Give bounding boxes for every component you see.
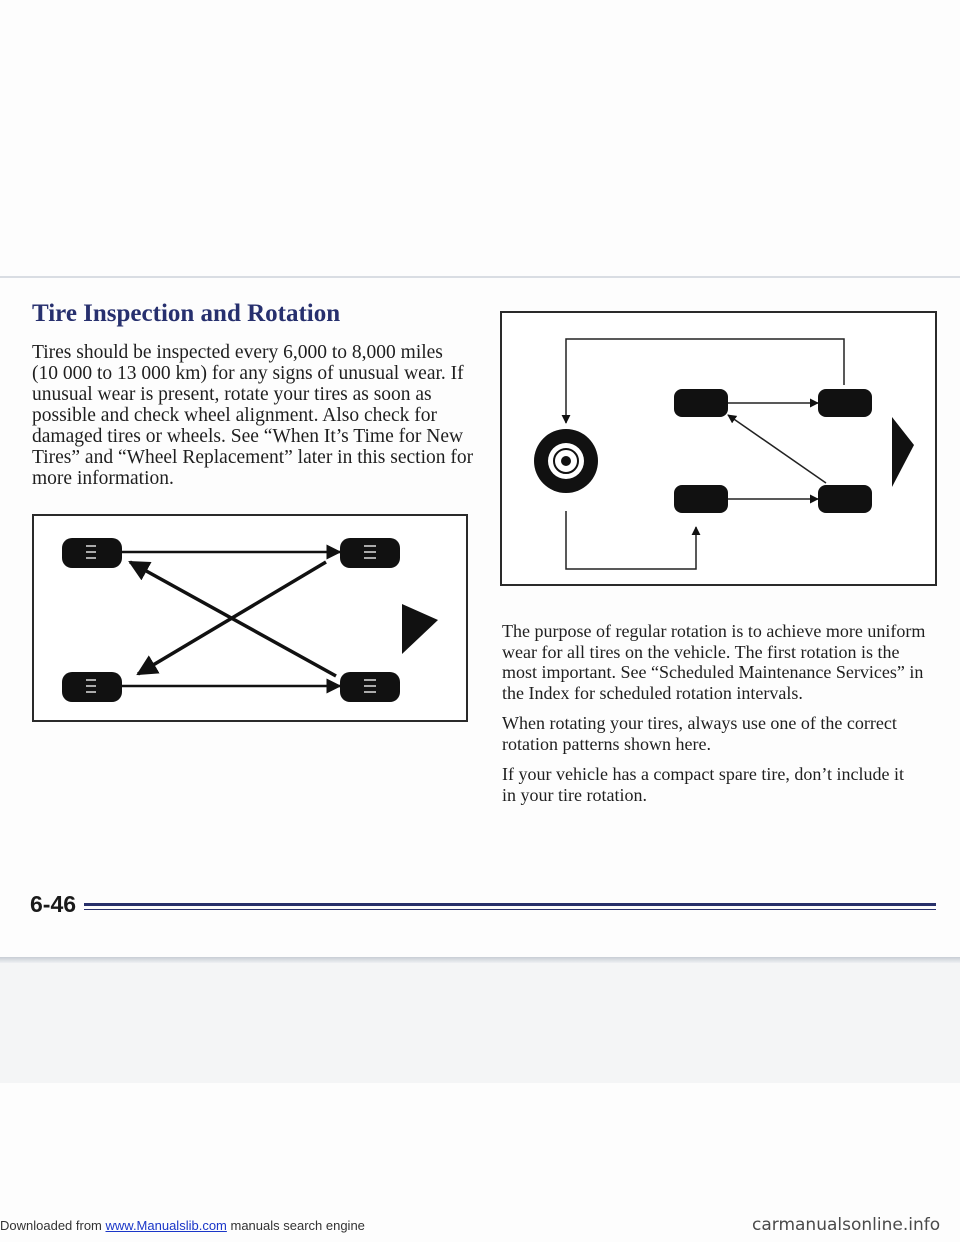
- tire-left-rear: [62, 672, 122, 702]
- inspection-paragraph: [32, 342, 473, 489]
- arrow-spare-to-left-rear: [566, 511, 696, 569]
- scan-lower-area: [0, 963, 960, 1083]
- footer-rule-thin: [84, 909, 936, 910]
- text-line: (10 000 to 13 000 km) for any signs of unusual wear. If: [32, 363, 464, 384]
- tire-right-rear: [340, 672, 400, 702]
- footer-prefix: Downloaded from: [0, 1218, 106, 1233]
- text-line: damaged tires or wheels. See “When It’s Time for New: [32, 426, 464, 447]
- page-number: 6-46: [30, 891, 77, 917]
- purpose-paragraph: [502, 621, 925, 703]
- text-line: more information.: [32, 468, 174, 489]
- text-line: most important. See “Scheduled Maintenance Services” in: [502, 662, 924, 682]
- arrow-right-rear-to-left-front: [728, 415, 826, 483]
- cross-rotation-diagram: [34, 516, 466, 720]
- text-line: When rotating your tires, always use one of the correct: [502, 713, 897, 733]
- text-line: Tires should be inspected every 6,000 to 8,000 miles: [32, 342, 443, 363]
- text-line: possible and check wheel alignment. Also check for: [32, 405, 438, 426]
- manualslib-link[interactable]: www.Manualslib.com: [105, 1218, 227, 1233]
- text-line: wear for all tires on the vehicle. The first rotation is the: [502, 641, 900, 662]
- text-line: in your tire rotation.: [502, 784, 647, 805]
- footer-suffix: manuals search engine: [226, 1218, 365, 1233]
- tire-left-front: [62, 538, 122, 568]
- patterns-paragraph: [502, 713, 897, 754]
- spare-tire-icon: [534, 429, 598, 493]
- spare-rotation-figure: [500, 311, 937, 586]
- text-line: rotation patterns shown here.: [502, 733, 711, 754]
- spare-rotation-diagram: [502, 313, 935, 584]
- footer-rule: [84, 903, 936, 906]
- forward-direction-arrow: [402, 604, 438, 654]
- tire-right-front: [818, 389, 872, 417]
- text-line: unusual wear is present, rotate your tires as soon as: [32, 384, 432, 405]
- tire-left-front: [674, 389, 728, 417]
- watermark-text: carmanualsonline.info: [752, 1215, 941, 1235]
- text-line: Tires” and “Wheel Replacement” later in this section for: [32, 447, 474, 468]
- tire-left-rear: [674, 485, 728, 513]
- forward-direction-arrow: [892, 417, 914, 487]
- tire-right-front: [340, 538, 400, 568]
- text-line: The purpose of regular rotation is to achieve more uniform: [502, 621, 926, 641]
- cross-rotation-figure: [32, 514, 468, 722]
- section-title: Tire Inspection and Rotation: [32, 300, 341, 327]
- scan-band-top: [0, 276, 960, 278]
- text-line: the Index for scheduled rotation intervals.: [502, 682, 803, 703]
- tire-right-rear: [818, 485, 872, 513]
- download-notice: [0, 1218, 365, 1233]
- text-line: If your vehicle has a compact spare tire, don’t include it: [502, 764, 905, 784]
- spare-paragraph: [502, 764, 904, 805]
